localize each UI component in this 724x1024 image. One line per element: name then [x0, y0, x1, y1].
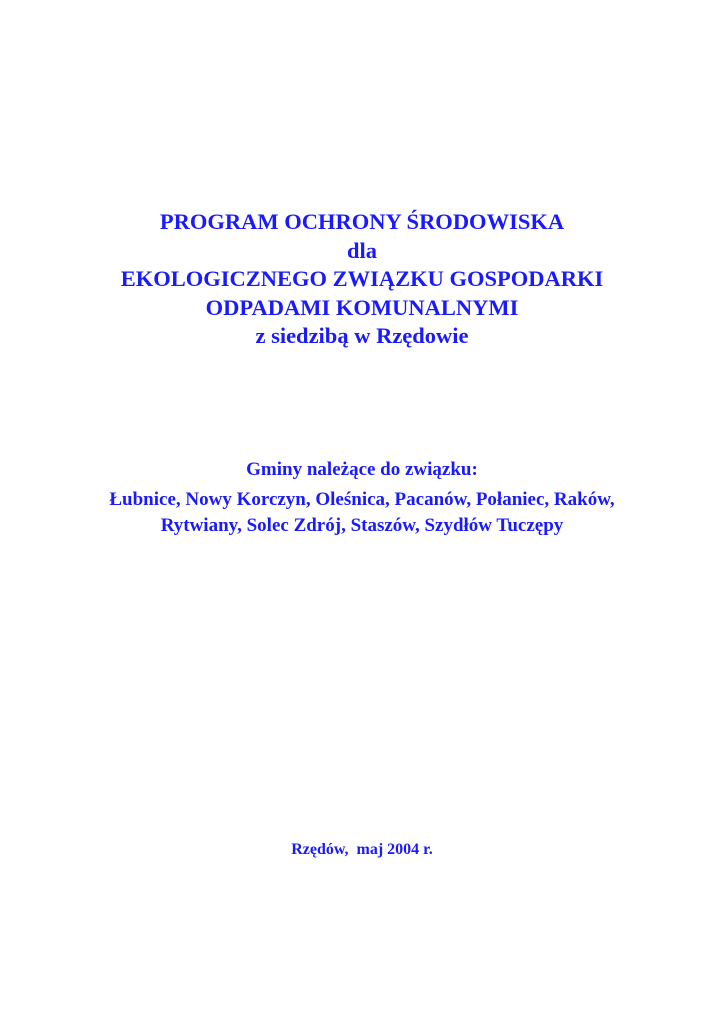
members-line: Rytwiany, Solec Zdrój, Staszów, Szydłów Tuczępy — [160, 515, 564, 536]
members-line: Łubnice, Nowy Korczyn, Oleśnica, Pacanów, Połaniec, Raków, — [109, 489, 615, 510]
members-list — [0, 487, 724, 539]
title-line-waste: ODPADAMI KOMUNALNYMI — [205, 294, 519, 320]
member-municipalities — [0, 458, 724, 539]
title-line-program: PROGRAM OCHRONY ŚRODOWISKA — [159, 209, 565, 234]
document-title — [0, 208, 724, 351]
place-and-date: Rzędów, maj 2004 r. — [291, 841, 433, 858]
title-line-seat: z siedzibą w Rzędowie — [255, 323, 469, 348]
title-line-association: EKOLOGICZNEGO ZWIĄZKU GOSPODARKI — [120, 266, 604, 291]
title-line-dla: dla — [346, 237, 377, 263]
members-heading: Gminy należące do związku: — [246, 459, 478, 480]
